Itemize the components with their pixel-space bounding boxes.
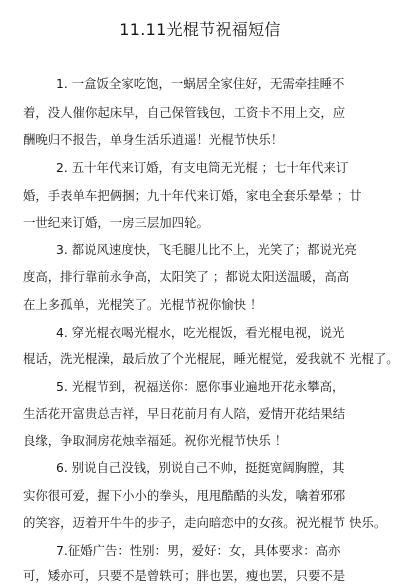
text-line: 4. 穿光棍衣喝光棍水，吃光棍饭，看光棍电视，说光 bbox=[56, 325, 345, 340]
text-line: 的笑容，迈着开牛牛的步子，走向暗恋中的女孩。祝光棍节 快乐。 bbox=[23, 515, 387, 530]
text-line: 7.征婚广告：性别：男，爱好：女，具体要求：高亦 bbox=[56, 543, 341, 558]
text-line: 3. 都说风速度快，飞毛腿儿比不上，光笑了；都说光亮 bbox=[56, 242, 357, 257]
page-title: 11.11光棍节祝福短信 bbox=[119, 20, 281, 39]
text-line: 5. 光棍节到，祝福送你：愿你事业遍地开花永攀高， bbox=[56, 379, 345, 394]
text-line: 婚，手表单车把俩捆；九十年代来订婚，家电全套乐晕晕 ；廿 bbox=[23, 188, 362, 203]
text-line: 一世纪来订婚，一房三层加四轮。 bbox=[23, 215, 209, 230]
text-line: 实你很可爱，握下小小的拳头，甩甩酷酷的头发，噙着邪邪 bbox=[23, 488, 346, 503]
text-line: 2. 五十年代来订婚，有支电筒无光棍 ；七十年代来订 bbox=[56, 160, 349, 175]
text-line: 度高，排行靠前永争高，太阳笑了 ；都说太阳送温暖，高高 bbox=[23, 269, 350, 284]
text-line: 酬晚归不报告，单身生活乐逍遥！光棍节快乐！ bbox=[23, 132, 284, 147]
text-line: 在上多孤单，光棍笑了。光棍节祝你愉快 ！ bbox=[23, 297, 263, 312]
text-line: 可，矮亦可，只要不是曾轶可；胖也罢，瘦也罢，只要不是 bbox=[23, 568, 346, 583]
text-line: 生活花开富贵总吉祥，早日花前月有人陪，爱情开花结果结 bbox=[23, 406, 346, 421]
text-line: 1. 一盒饭全家吃饱，一蜗居全家住好，无需牵挂睡不 bbox=[56, 76, 345, 91]
text-line: 良缘，争取洞房花烛幸福延。祝你光棍节快乐 ！ bbox=[23, 433, 288, 448]
text-line: 着，没人催你起床早，自己保管钱包，工资卡不用上交，应 bbox=[23, 105, 346, 120]
text-line: 棍话，洗光棍澡，最后放了个光棍屁，睡光棍觉，爱我就不 光棍了。 bbox=[23, 351, 399, 366]
text-line: 6. 别说自己没钱，别说自己不帅，挺挺宽阔胸膛，其 bbox=[56, 460, 345, 475]
